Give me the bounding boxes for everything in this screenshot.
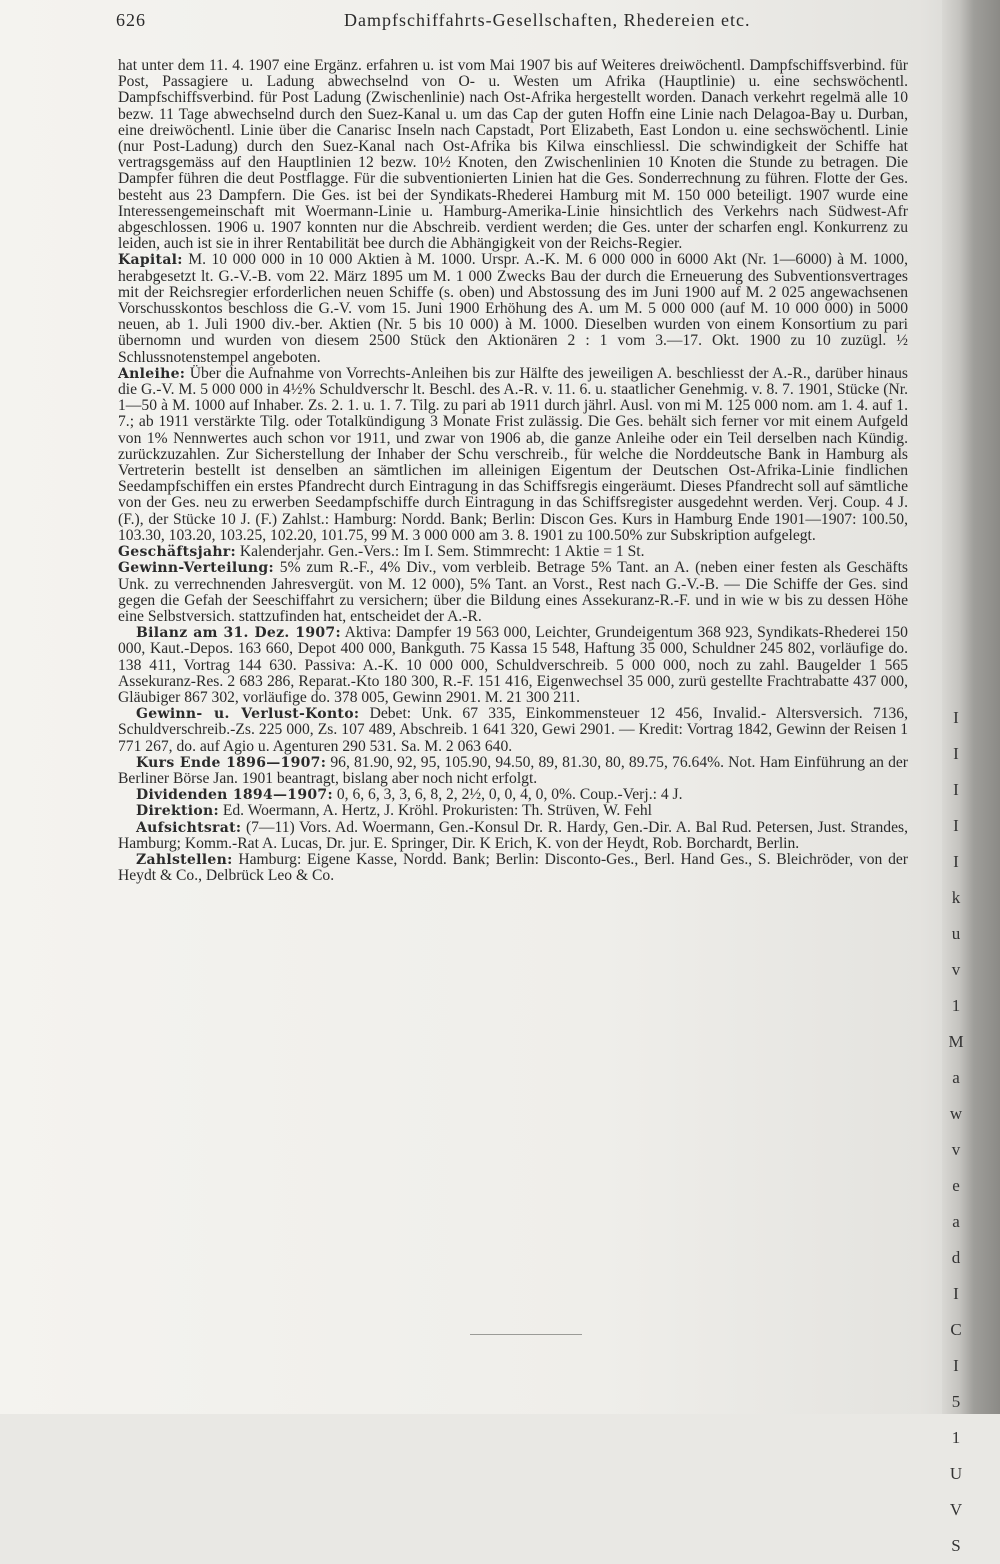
paragraph-text: 5% zum R.-F., 4% Div., vom verbleib. Betrage 5% Tant. an A. (neben einer festen als Geschäfts Unk. zu verrechnenden Jahresvergüt. von M. 12 000), 5% Tant. an Vorst., Rest nach G.-V.-B. — Die Schiffe der Ges. sind gegen die Gefah der Seeschiffahrt zu versichern; über die Bildung eines Assekuranz-R.-F. und in wie w bis zu dessen Höhe eine Selbstversich. stattzufinden hat, entscheidet der A.-R. [118,559,908,625]
page-number: 626 [116,10,146,30]
paragraph-text: (7—11) Vors. Ad. Woermann, Gen.-Konsul Dr. R. Hardy, Gen.-Dir. A. Bal Rud. Petersen, Just. Strandes, Hamburg; Komm.-Rat A. Lucas, Dr. jur. E. Springer, Dir. K Erich, K. von der Heydt, Rob. Borchardt, Berlin. [118,818,908,852]
section-label: Aufsichtsrat: [136,819,242,836]
gutter-letter: M [948,1032,964,1051]
paragraph-text: Hamburg: Eigene Kasse, Nordd. Bank; Berlin: Disconto-Ges., Berl. Hand Ges., S. Bleichröder, von der Heydt & Co., Delbrück Leo & Co. [118,850,908,885]
section-label: Gewinn- u. Verlust-Konto: [136,706,360,723]
paragraph [118,803,908,819]
section-label: Gewinn-Verteilung: [118,560,274,577]
gutter-letter: S [951,1536,961,1555]
paragraph [118,560,908,625]
paragraph [118,755,908,787]
gutter-letter: 1 [951,996,961,1015]
section-label: Bilanz am 31. Dez. 1907: [136,625,341,642]
paragraph [118,787,908,803]
paragraph-text: Kalenderjahr. Gen.-Vers.: Im I. Sem. Stimmrecht: 1 Aktie = 1 St. [239,543,645,561]
gutter-letter: C [950,1320,962,1339]
gutter-letter: v [951,960,961,979]
facing-page-fragments [944,700,968,1564]
page-header [116,10,906,38]
paragraph [118,366,908,544]
gutter-letter: I [953,744,959,763]
paragraph-text: 96, 81.90, 92, 95, 105.90, 94.50, 89, 81.30, 80, 89.75, 76.64%. Not. Ham Einführung an der Berliner Börse Jan. 1901 beantragt, bislang aber noch nicht erfolgt. [118,753,908,787]
gutter-letter: V [949,1500,963,1519]
gutter-letter: a [952,1068,960,1087]
gutter-letter: I [953,1356,959,1375]
paragraph [118,820,908,852]
section-label: Dividenden 1894—1907: [136,787,333,804]
gutter-letter: 5 [951,1392,961,1411]
gutter-letter: 1 [951,1428,961,1447]
section-label: Kurs Ende 1896—1907: [136,754,327,771]
paragraph-text: Über die Aufnahme von Vorrechts-Anleihen bis zur Hälfte des jeweiligen A. beschliesst der A.-R., darüber hinaus die G.-V. M. 5 000 000 in 4½% Schuldverschr lt. Beschl. des A.-R. v. 11. 6. u. staatlicher Genehmig. v. 8. 7. 1901, Stücke (Nr. 1—50 à M. 1000 auf Inhaber. Zs. 2. 1. u. 1. 7. Tilg. zu pari ab 1911 durch jährl. Ausl. von mi M. 125 000 nom. am 1. 4. auf 1. 7.; ab 1911 verstärkte Tilg. oder Totalkündigung 3 Monate Frist zulässig. Die Ges. behält sich ferner vor mit einem Aufgeld von 1% Nennwertes auch schon vor 1911, und zwar von 1906 ab, die ganze Anleihe oder ein Teil derselben nach Kündig. zurückzuzahlen. Zur Sicherstellung der Inhaber der Schu verschreib., für welche die Norddeutsche Bank in Hamburg als Vertreterin bestellt ist denselben an sämtlichen im alleinigen Eigentum der Deutschen Ost-Afrika-Linie findlichen Seedampfschiffen ein erstes Pfandrecht durch Eintragung in das Schiffsregis eingeräumt. Dieses Pfandrecht soll auf sämtliche von der Ges. neu zu erwerben Seedampfschiffe durch Eintragung in das Schiffsregister ausgedehnt werden. Verj. Coup. 4 J. (F.), der Stücke 10 J. (F.) Zahlst.: Hamburg: Nordd. Bank; Berlin: Discon Ges. Kurs in Hamburg Ende 1901—1907: 100.50, 103.30, 103.20, 103.25, 102.20, 101.75, 99 M. 3 000 000 am 3. 8. 1901 zu 100.50% zur Subskription aufgelegt. [118,364,909,544]
gutter-letter: u [951,924,961,943]
paragraph [118,252,908,365]
gutter-letter: U [949,1464,963,1483]
gutter-letter: I [953,708,959,727]
gutter-letter: I [953,780,959,799]
running-title: Dampfschiffahrts-Gesellschaften, Rhedereien etc. [344,10,751,30]
gutter-letter: w [949,1104,963,1123]
paragraph-text: M. 10 000 000 in 10 000 Aktien à M. 1000. Urspr. A.-K. M. 6 000 000 in 6000 Akt (Nr. 1—6000) à M. 1000, herabgesetzt lt. G.-V.-B. vom 22. März 1895 um M. 1 000 Zwecks Bau der durch die Erneuerung des Subventionsvertrages mit der Reichsregier erforderlichen neuen Schiffe (s. oben) und Abstossung des im Juni 1900 auf M. 2 025 angewachsenen Vorschusskontos beschloss die G.-V. vom 15. Juni 1900 Erhöhung des A. um M. 5 000 000 (auf M. 10 000 000) in 5000 neuen, ab 1. Juli 1900 div.-ber. Aktien (Nr. 5 bis 10 000) à M. 1000. Dieselben wurden von einem Konsortium zu pari übernomn und wurden von diesem 2500 Stück den Aktionären 2 : 1 vom 3.—17. Okt. 1900 zu 10 zuzügl. ½ Schlussnotenstempel angeboten. [118,251,908,366]
paragraph-text: Aktiva: Dampfer 19 563 000, Leichter, Grundeigentum 368 923, Syndikats-Rhederei 150 000, Kaut.-Depos. 163 660, Depot 400 000, Bankguth. 75 Kassa 15 548, Haftung 35 000, Schuldner 245 802, vorläufige do. 138 411, Vortrag 144 630. Passiva: A.-K. 10 000 000, Schuldverschreib. 5 000 000, noch zu zahl. Baugelder 1 565 Assekuranz-Res. 2 683 286, Reparat.-Kto 180 300, R.-F. 151 416, Eigenwechsel 35 000, zurü gestellte Frachtrabatte 437 000, Gläubiger 867 302, vorläufige do. 378 005, Gewinn 2901. M. 21 300 211. [118,624,908,706]
gutter-letter: I [953,852,959,871]
section-label: Kapital: [118,252,183,269]
document-body [118,58,908,884]
paragraph [118,544,908,560]
section-label: Geschäftsjahr: [118,544,236,561]
paragraph-text: 0, 6, 6, 3, 3, 6, 8, 2, 2½, 0, 0, 4, 0, 0%. Coup.-Verj.: 4 J. [336,786,683,804]
paragraph [118,58,908,252]
section-label: Anleihe: [118,365,186,382]
paragraph-text: Debet: Unk. 67 335, Einkommensteuer 12 456, Invalid.- Altersversich. 7136, Schuldverschreib.-Zs. 225 000, Zs. 107 489, Abschreib. 1 641 320, Gewi 2901. — Kredit: Vortrag 1842, Gewinn der Reisen 1 771 267, do. auf Agio u. Agenturen 290 531. Sa. M. 2 063 640. [118,705,908,755]
gutter-letter: v [951,1140,961,1159]
gutter-letter: I [953,1284,959,1303]
paragraph [118,706,908,755]
gutter-letter: I [953,816,959,835]
paragraph [118,625,908,706]
gutter-letter: a [952,1212,960,1231]
gutter-letter: e [952,1176,960,1195]
paragraph-text: hat unter dem 11. 4. 1907 eine Ergänz. erfahren u. ist vom Mai 1907 bis auf Weiteres dreiwöchentl. Dampfschiffsverbind. für Post, Passagiere u. Ladung abwechselnd von O- u. Westen um Afrika (Hauptlinie) u. eine sechswöchentl. Dampfschiffsverbind. für Post Ladung (Zwischenlinie) nach Ost-Afrika hergestellt worden. Danach verkehrt regelmä alle 10 bezw. 11 Tage abwechselnd durch den Suez-Kanal u. um das Cap der guten Hoffn eine Linie nach Delagoa-Bay u. Durban, eine dreiwöchentl. Linie über die Canarisc Inseln nach Capstadt, Port Elizabeth, East London u. eine sechswöchentl. Linie (nur Post-Ladung) durch den Suez-Kanal nach Ost-Afrika bis Kilwa einschliessl. Die schwindigkeit der Schiffe hat vertragsgemäss auf den Hauptlinien 12 bezw. 10½ Knoten, den Zwischenlinien 10 Knoten die Stunde zu betragen. Die Dampfer führen die deut Postflagge. Für die subventionierten Linien hat die Ges. Sonderrechnung zu führen. Flotte der Ges. besteht aus 23 Dampfern. Die Ges. ist bei der Syndikats-Rhederei Hamburg mit M. 150 000 beteiligt. 1907 wurde eine Interessengemeinschaft mit Woermann-Linie u. Hamburg-Amerika-Linie hinsichtlich des Verkehrs nach Südwest-Afr abgeschlossen. 1906 u. 1907 konnten nur die Abschreib. verdient werden; die Ges. unter der scharfen engl. Konkurrenz zu leiden, auch ist sie in ihrer Rentabilität bee durch die Abhängigkeit von der Reichs-Regier. [118,57,908,253]
section-label: Zahlstellen: [136,851,233,868]
gutter-letter: k [951,888,961,907]
gutter-letter: d [951,1248,961,1267]
paragraph [118,852,908,884]
paragraph-text: Ed. Woermann, A. Hertz, J. Kröhl. Prokuristen: Th. Strüven, W. Fehl [222,802,652,820]
end-rule [470,1334,582,1335]
section-label: Direktion: [136,803,219,820]
